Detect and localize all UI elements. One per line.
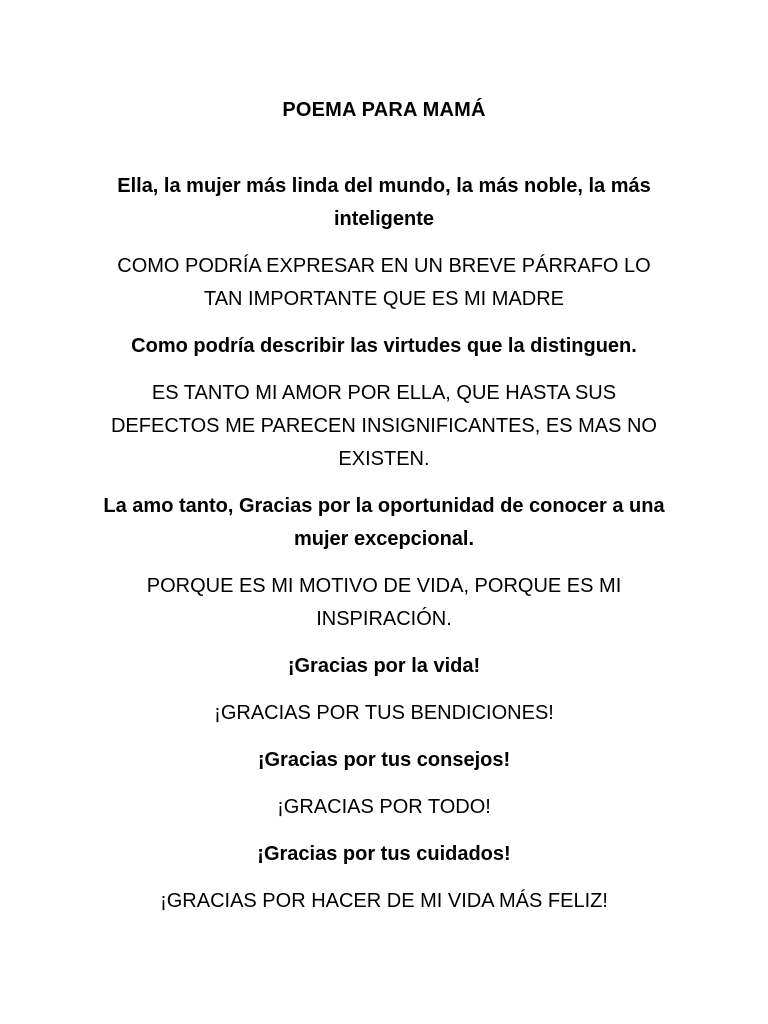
poem-paragraph-11: ¡Gracias por tus cuidados! xyxy=(257,843,511,865)
poem-paragraph-4: ES TANTO MI AMOR POR ELLA, QUE HASTA SUS DEFECTOS ME PARECEN INSIGNIFICANTES, ES MAS NO EXISTEN. xyxy=(110,382,657,470)
poem-paragraph-9: ¡Gracias por tus consejos! xyxy=(257,749,511,771)
poem-paragraph-2: COMO PODRÍA EXPRESAR EN UN BREVE PÁRRAFO LO TAN IMPORTANTE QUE ES MI MADRE xyxy=(117,255,651,310)
poem-paragraph-12: ¡GRACIAS POR HACER DE MI VIDA MÁS FELIZ! xyxy=(160,890,608,912)
poem-paragraph-8: ¡GRACIAS POR TUS BENDICIONES! xyxy=(214,702,554,724)
poem-paragraph-7: ¡Gracias por la vida! xyxy=(287,655,481,677)
poem-paragraph-1: Ella, la mujer más linda del mundo, la más noble, la más inteligente xyxy=(117,175,651,230)
poem-paragraph-5: La amo tanto, Gracias por la oportunidad de conocer a una mujer excepcional. xyxy=(103,495,665,550)
poem-paragraph-6: PORQUE ES MI MOTIVO DE VIDA, PORQUE ES MI INSPIRACIÓN. xyxy=(146,575,622,630)
poem-paragraph-3: Como podría describir las virtudes que la distinguen. xyxy=(131,335,637,357)
poem-title: POEMA PARA MAMÁ xyxy=(282,99,486,121)
poem-paragraph-10: ¡GRACIAS POR TODO! xyxy=(277,796,491,818)
